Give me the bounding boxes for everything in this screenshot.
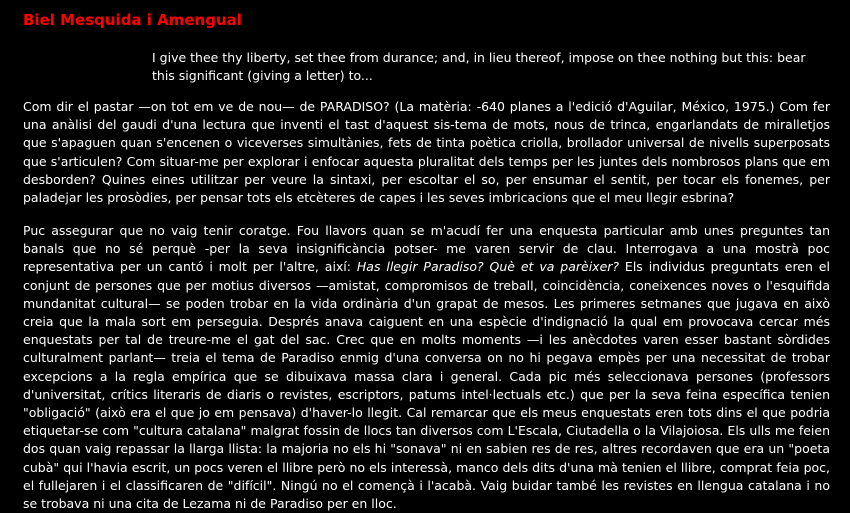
paragraph-2-body: Els individus preguntats eren el conjunt de persones que per motius diversos —amistat, compromisos de treball, coincidència, coneixences noves o l'esquifida mundanitat cultural— se poden trobar en la vida ordinària d'un grapat de mesos. Les primeres setmanes que jugava en això creia que la mala sort em perseguia. Després anava caiguent en una espècie d'indignació la qual em provocava cercar més enquestats per tal de treure-me el gat del sac. Crec que en molts moments —i les anècdotes varen esser bastant sòrdides culturalment parlant— treia el tema de Paradiso enmig d'una conversa on no hi pegava empès per una necessitat de trobar excepcions a la regla empírica que se dibuixava massa clara i general. Cada pic més seleccionava persones (professors d'universitat, crítics literaris de diaris o revistes, escriptors, patums intel·lectuals etc.) que per la seva feina específica tenien "obligació" (això era el que jo em pensava) d'haver-lo llegit. Cal remarcar que els meus enquestats eren tots dins el que podria etiquetar-se com "cultura catalana" malgrat fossin de llocs tan diversos com L'Escala, Ciutadella o la Vilajoiosa. Els ulls me feien dos quan vaig repassar la llarga llista: la majoria no els hi "sonava" ni en sabien res de res, altres recordaven que era un "poeta cubà" qui l'havia escrit, un pocs veren el llibre però no els interessà, manco dels dits d'una mà tenien el llibre, comprat feia poc, el fullejaren i el classificaren de "difícil". Ningú no el començà i l'acabà. Vaig buidar també les revistes en llengua catalana i no se trobava ni una cita de Lezama ni de Paradiso per en lloc. [23, 259, 830, 512]
survey-question: Has llegir Paradiso? Què et va parèixer? [356, 259, 620, 275]
paragraph-1: Com dir el pastar —on tot em ve de nou— de PARADISO? (La matèria: -640 planes a l'edició d'Aguilar, México, 1975.) Com fer una anàlisi del gaudi d'una lectura que inventi el tast d'aquest sis-tema de mots, nous de trinca, engarlandats de miralletjos que s'apaguen quan s'encenen o viceverses simultànies, fets de tinta poètica criolla, brollador universal de nivells superposats que s'articulen? Com situar-me per explorar i enfocar aquesta pluralitat dels temps per les juntes dels nombrosos plans que em desborden? Quines eines utilitzar per veure la sintaxi, per escoltar el so, per ensumar el sentit, per tocar els fonemes, per paladejar les prosòdies, per pensar tots els etcèteres de capes i les seves imbricacions que el meu llegir esbrina? [23, 99, 830, 206]
paragraph-2-intro: Puc assegurar que no vaig tenir coratge. Fou llavors quan se m'acudí fer una enquesta particular amb unes preguntes tan banals que no sé perquè -per la seva insignificància potser- me varen servir de clau. Interrogava a una mostrà poc representativa per un cantó i molt per l'altre, així: [23, 223, 830, 275]
article-title: Biel Mesquida i Amengual [23, 11, 242, 29]
paragraph-2 [23, 222, 830, 513]
epigraph-quote: I give thee thy liberty, set thee from durance; and, in lieu thereof, impose on thee nothing but this: bear this significant (giving a letter) to... [152, 50, 806, 83]
